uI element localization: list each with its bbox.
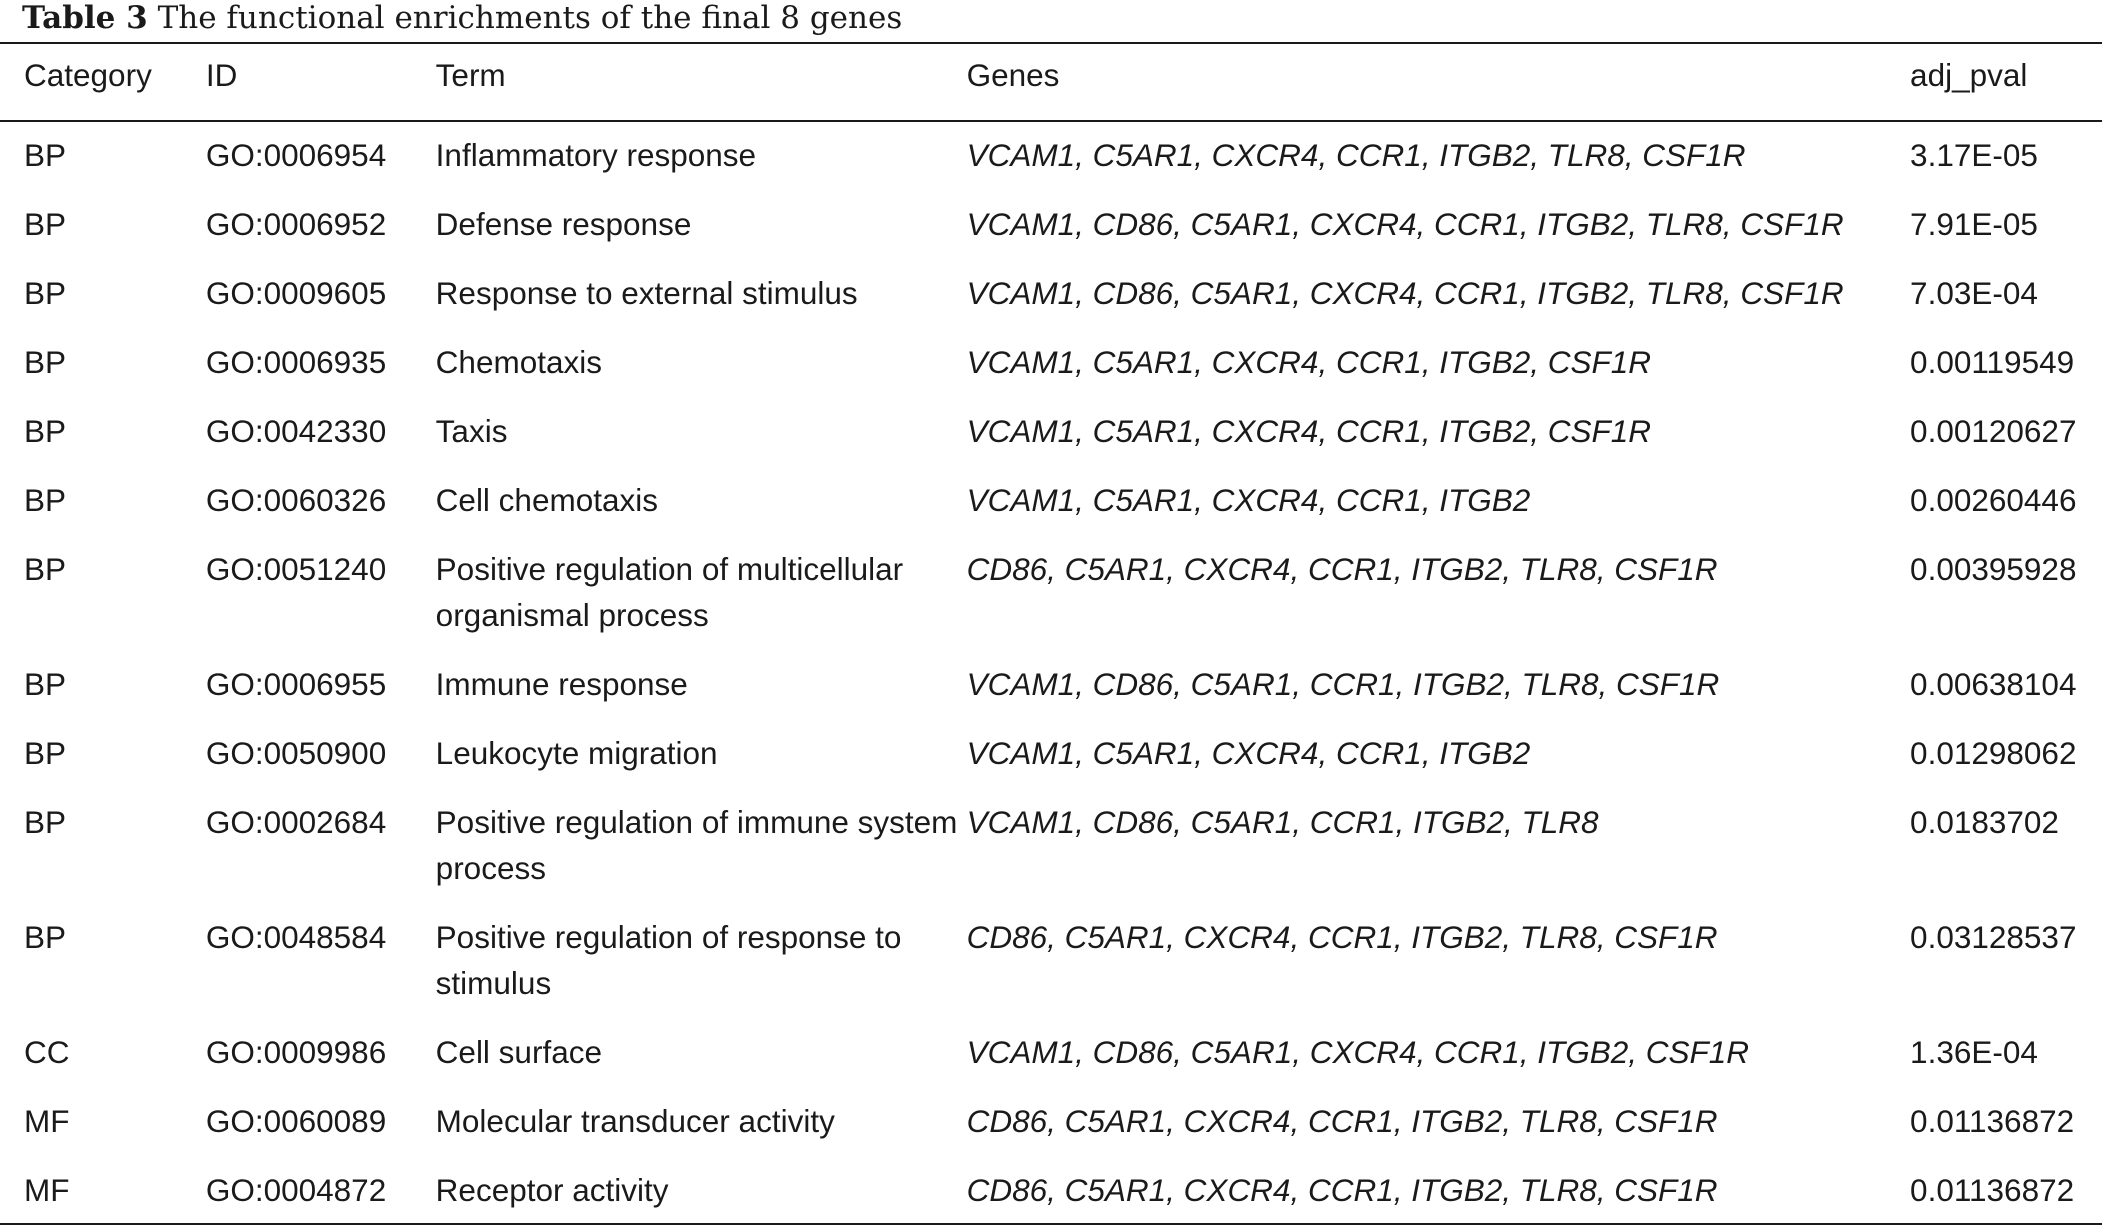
table-row [0, 720, 2102, 789]
cell-id: GO:0009605 [205, 275, 387, 311]
cell-id: GO:0006955 [205, 666, 387, 702]
cell-term: Immune response [435, 666, 688, 702]
cell-genes: CD86, C5AR1, CXCR4, CCR1, ITGB2, TLR8, CSF1R [966, 551, 1718, 587]
cell-adj-pval: 1.36E-04 [1910, 1034, 2038, 1070]
cell-adj-pval: 0.00260446 [1910, 482, 2077, 518]
table-row [0, 789, 2102, 904]
cell-category: MF [24, 1103, 70, 1139]
table-row [0, 536, 2102, 651]
header-term: Term [435, 57, 506, 93]
table-row [0, 1019, 2102, 1088]
enrichment-table [0, 42, 2102, 1225]
cell-id: GO:0050900 [205, 735, 387, 771]
cell-adj-pval: 0.03128537 [1910, 919, 2077, 955]
table-caption [22, 0, 902, 36]
cell-term: Positive regulation of multicellular organismal process [435, 551, 904, 633]
cell-genes: VCAM1, C5AR1, CXCR4, CCR1, ITGB2, TLR8, CSF1R [966, 137, 1746, 173]
cell-category: BP [24, 735, 67, 771]
cell-term: Inflammatory response [435, 137, 757, 173]
cell-adj-pval: 0.00395928 [1910, 551, 2077, 587]
cell-category: MF [24, 1172, 70, 1208]
cell-adj-pval: 0.01136872 [1910, 1103, 2075, 1139]
cell-genes: VCAM1, C5AR1, CXCR4, CCR1, ITGB2 [966, 482, 1531, 518]
cell-category: BP [24, 206, 67, 242]
cell-term: Cell surface [435, 1034, 602, 1070]
table-row [0, 191, 2102, 260]
cell-adj-pval: 0.0183702 [1910, 804, 2059, 840]
cell-term: Chemotaxis [435, 344, 602, 380]
cell-category: BP [24, 482, 67, 518]
cell-category: BP [24, 551, 67, 587]
cell-id: GO:0006952 [205, 206, 387, 242]
cell-adj-pval: 0.01298062 [1910, 735, 2077, 771]
cell-term: Leukocyte migration [435, 735, 718, 771]
cell-genes: CD86, C5AR1, CXCR4, CCR1, ITGB2, TLR8, CSF1R [966, 919, 1718, 955]
cell-genes: VCAM1, CD86, C5AR1, CXCR4, CCR1, ITGB2, TLR8, CSF1R [966, 275, 1844, 311]
header-category: Category [24, 57, 152, 93]
table-row [0, 329, 2102, 398]
cell-adj-pval: 0.00120627 [1910, 413, 2077, 449]
cell-genes: VCAM1, CD86, C5AR1, CXCR4, CCR1, ITGB2, CSF1R [966, 1034, 1750, 1070]
cell-category: CC [24, 1034, 70, 1070]
cell-adj-pval: 7.03E-04 [1910, 275, 2038, 311]
table-caption-text: The functional enrichments of the final 8 genes [157, 0, 903, 36]
table-row [0, 651, 2102, 720]
cell-term: Positive regulation of response to stimulus [435, 919, 902, 1001]
table-row [0, 467, 2102, 536]
header-genes: Genes [966, 57, 1060, 93]
cell-id: GO:0006935 [205, 344, 387, 380]
cell-category: BP [24, 413, 67, 449]
cell-id: GO:0009986 [205, 1034, 387, 1070]
table-row [0, 1157, 2102, 1224]
cell-term: Taxis [435, 413, 508, 449]
header-row [0, 43, 2102, 121]
cell-genes: CD86, C5AR1, CXCR4, CCR1, ITGB2, TLR8, CSF1R [966, 1103, 1718, 1139]
cell-category: BP [24, 137, 67, 173]
cell-term: Molecular transducer activity [435, 1103, 835, 1139]
cell-id: GO:0042330 [205, 413, 387, 449]
cell-id: GO:0060326 [205, 482, 387, 518]
cell-category: BP [24, 344, 67, 380]
cell-id: GO:0006954 [205, 137, 387, 173]
cell-category: BP [24, 804, 67, 840]
cell-id: GO:0060089 [205, 1103, 387, 1139]
cell-genes: VCAM1, CD86, C5AR1, CCR1, ITGB2, TLR8, CSF1R [966, 666, 1720, 702]
cell-id: GO:0051240 [205, 551, 387, 587]
table-row [0, 398, 2102, 467]
cell-genes: VCAM1, CD86, C5AR1, CCR1, ITGB2, TLR8 [966, 804, 1599, 840]
cell-category: BP [24, 666, 67, 702]
cell-term: Cell chemotaxis [435, 482, 659, 518]
cell-category: BP [24, 275, 67, 311]
cell-genes: CD86, C5AR1, CXCR4, CCR1, ITGB2, TLR8, CSF1R [966, 1172, 1718, 1208]
cell-category: BP [24, 919, 67, 955]
table-header [0, 43, 2102, 121]
cell-adj-pval: 0.01136872 [1910, 1172, 2075, 1208]
table-row [0, 1088, 2102, 1157]
cell-id: GO:0048584 [205, 919, 387, 955]
cell-term: Response to external stimulus [435, 275, 858, 311]
cell-genes: VCAM1, CD86, C5AR1, CXCR4, CCR1, ITGB2, TLR8, CSF1R [966, 206, 1844, 242]
table-body [0, 121, 2102, 1224]
cell-genes: VCAM1, C5AR1, CXCR4, CCR1, ITGB2 [966, 735, 1531, 771]
cell-term: Defense response [435, 206, 692, 242]
header-adj-pval: adj_pval [1910, 57, 2028, 93]
cell-id: GO:0002684 [205, 804, 387, 840]
cell-adj-pval: 3.17E-05 [1910, 137, 2038, 173]
table-row [0, 904, 2102, 1019]
table-row [0, 260, 2102, 329]
cell-term: Positive regulation of immune system process [435, 804, 958, 886]
cell-adj-pval: 7.91E-05 [1910, 206, 2038, 242]
cell-genes: VCAM1, C5AR1, CXCR4, CCR1, ITGB2, CSF1R [966, 344, 1652, 380]
cell-term: Receptor activity [435, 1172, 669, 1208]
cell-adj-pval: 0.00638104 [1910, 666, 2077, 702]
cell-genes: VCAM1, C5AR1, CXCR4, CCR1, ITGB2, CSF1R [966, 413, 1652, 449]
cell-adj-pval: 0.00119549 [1910, 344, 2075, 380]
header-id: ID [205, 57, 238, 93]
table-row [0, 121, 2102, 191]
table-caption-label: Table 3 [22, 0, 148, 36]
cell-id: GO:0004872 [205, 1172, 387, 1208]
